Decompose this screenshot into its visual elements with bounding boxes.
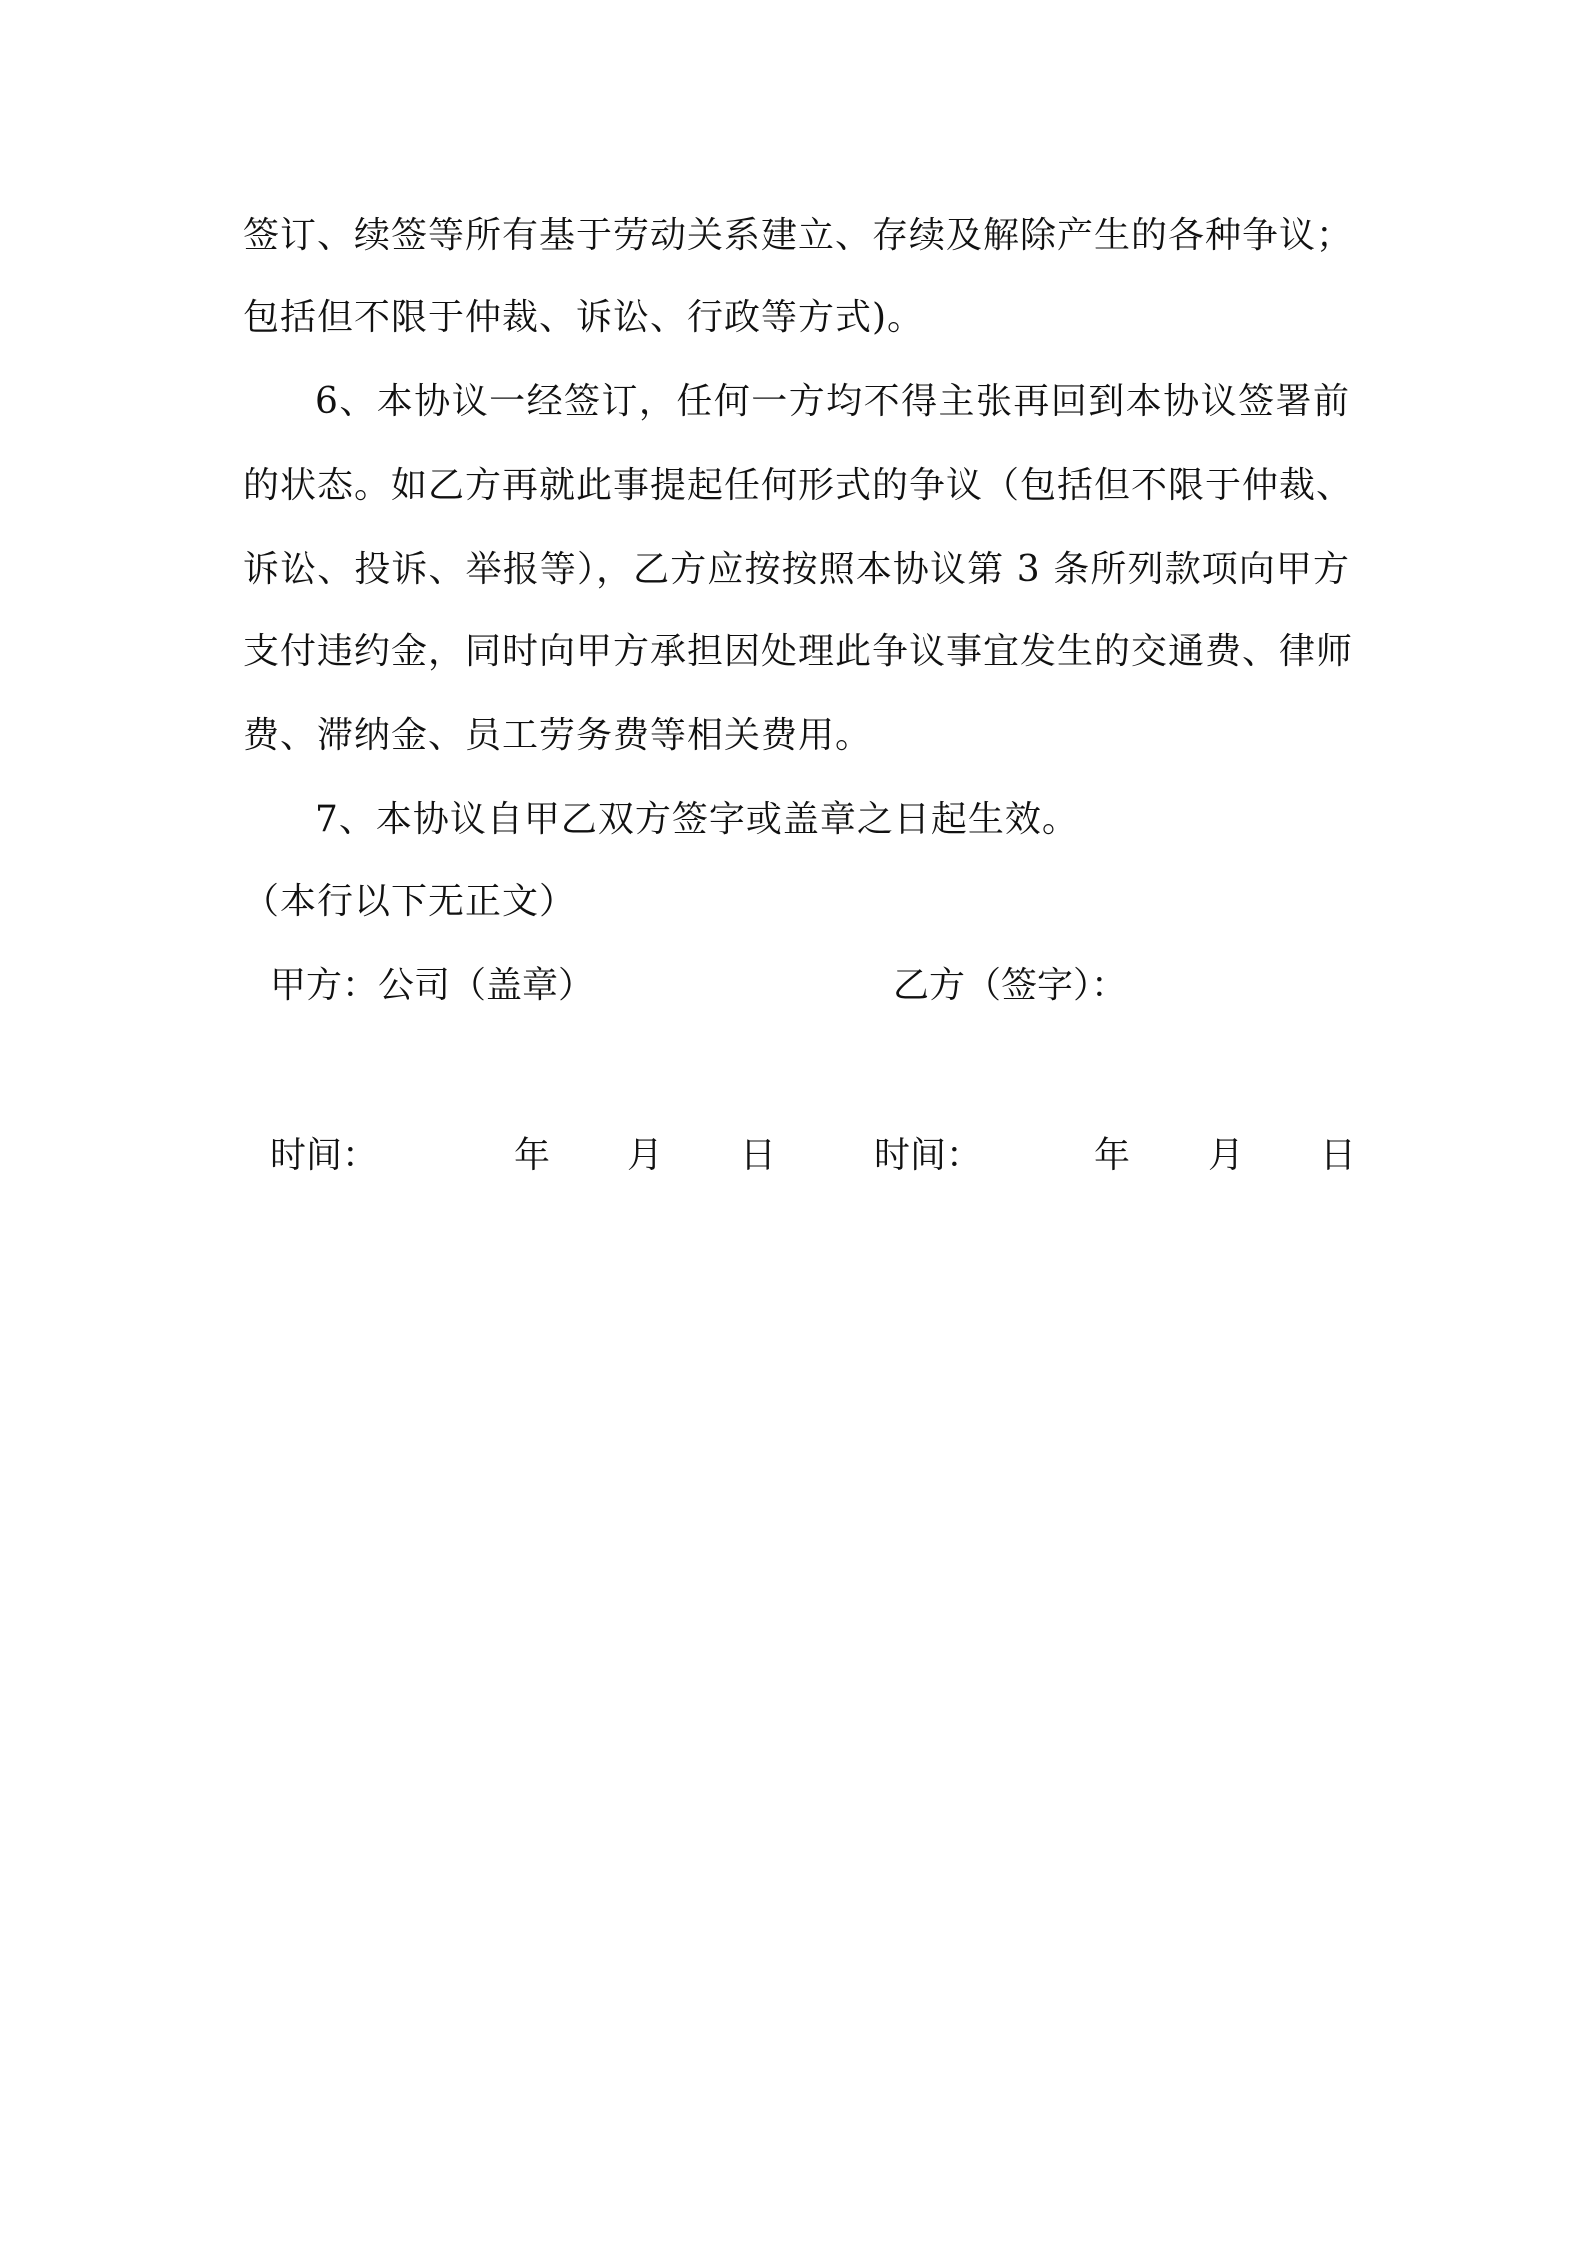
text-line-1: 签订、续签等所有基于劳动关系建立、存续及解除产生的各种争议；: [243, 215, 1354, 256]
party-b-label: 乙方（签字）：: [893, 965, 1128, 1006]
day-label-party-b: 日: [1320, 1135, 1357, 1176]
party-a-label: 甲方：公司（盖章）: [270, 965, 595, 1006]
clause-6-line-2: 的状态。如乙方再就此事提起任何形式的争议（包括但不限于仲裁、: [243, 465, 1354, 506]
day-label-party-a: 日: [740, 1135, 777, 1176]
time-label-party-b: 时间：: [874, 1135, 983, 1176]
year-label-party-a: 年: [514, 1135, 551, 1176]
clause-6-line-5: 费、滞纳金、员工劳务费等相关费用。: [243, 715, 873, 756]
clause-6-line-3: 诉讼、投诉、举报等），乙方应按按照本协议第 3 条所列款项向甲方: [243, 549, 1350, 590]
no-text-below-note: （本行以下无正文）: [243, 881, 577, 922]
month-label-party-a: 月: [627, 1135, 664, 1176]
year-label-party-b: 年: [1094, 1135, 1131, 1176]
text-line-2: 包括但不限于仲裁、诉讼、行政等方式)。: [243, 297, 925, 338]
clause-6-line-4: 支付违约金，同时向甲方承担因处理此争议事宜发生的交通费、律师: [243, 631, 1354, 672]
time-label-party-a: 时间：: [270, 1135, 379, 1176]
month-label-party-b: 月: [1208, 1135, 1245, 1176]
clause-7: 7、本协议自甲乙双方签字或盖章之日起生效。: [315, 799, 1079, 840]
clause-6-line-1: 6、本协议一经签订，任何一方均不得主张再回到本协议签署前: [315, 381, 1350, 422]
